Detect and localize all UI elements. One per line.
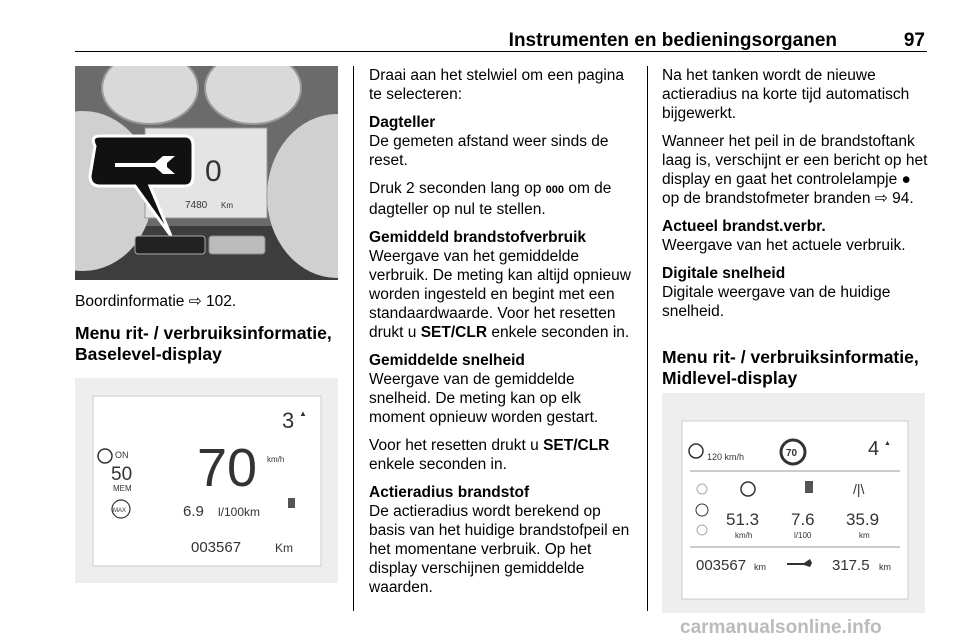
cruise-on-label: ON xyxy=(115,450,129,460)
max-label: MAX xyxy=(113,508,127,514)
gear-up-arrow-icon-mid: ▲ xyxy=(884,440,891,447)
speed-unit: km/h xyxy=(267,455,285,464)
trip-odometer-unit: Km xyxy=(221,201,233,210)
limit-speed: 120 km/h xyxy=(707,452,745,462)
instrument-cluster-photo xyxy=(75,66,338,280)
gemsnelheid-reset-paragraph: Voor het resetten drukt u SET/CLR enkele seconden in. xyxy=(369,437,610,473)
gemsnelheid-heading: Gemiddelde snelheid xyxy=(369,352,525,369)
warning-lamp-icon: ● xyxy=(901,171,911,188)
page-title: Instrumenten en bedieningsorganen xyxy=(508,30,837,51)
image-caption: Boordinformatie ⇨ 102. xyxy=(75,293,237,310)
page-number: 97 xyxy=(903,30,925,51)
speed-value: 70 xyxy=(197,438,258,498)
dagteller-reset-paragraph: Druk 2 seconden lang op 000 om de dagteller op nul te stellen. xyxy=(369,180,612,218)
avg-consumption-unit: l/100 xyxy=(794,531,812,540)
avg-speed-unit: km/h xyxy=(735,531,753,540)
low-fuel-paragraph: Wanneer het peil in de brandstoftank laag is, verschijnt er een bericht op het display en gaat het controlelampje ● op de brandstofmeter branden ⇨ 94. xyxy=(662,133,928,207)
consumption-unit: l/100km xyxy=(218,505,261,519)
odometer-value: 003567 xyxy=(191,539,242,556)
odometer-unit-mid: km xyxy=(754,562,766,572)
dagteller-section: Dagteller De gemeten afstand weer sinds de reset. xyxy=(369,113,637,170)
column-3-text xyxy=(662,66,928,330)
actueel-section: Actueel brandst.verbr. Weergave van het actuele verbruik. xyxy=(662,217,928,255)
page-header xyxy=(75,28,927,52)
set-speed: 50 xyxy=(111,464,133,485)
reference-arrow-icon: ⇨ xyxy=(874,190,888,207)
dagteller-heading: Dagteller xyxy=(369,114,436,131)
column-1-text xyxy=(75,292,338,320)
road-icon: /|\ xyxy=(853,481,865,497)
trip-value: 317.5 xyxy=(832,557,870,574)
speed-sign-value: 70 xyxy=(786,448,798,459)
gear-indicator-mid: 4 xyxy=(868,438,880,460)
actieradius-heading: Actieradius brandstof xyxy=(369,484,530,501)
midlevel-display-image xyxy=(662,393,925,613)
odometer-unit: Km xyxy=(275,541,293,555)
mem-label: MEM xyxy=(113,484,132,493)
gear-up-arrow-icon: ▲ xyxy=(299,409,307,418)
consumption-value: 6.9 xyxy=(183,503,204,520)
trip-odometer: 7480 xyxy=(185,200,208,211)
gemsnelheid-section: Gemiddelde snelheid Weergave van de gemiddelde snelheid. De meting kan op elk moment opnieuw worden gestart. xyxy=(369,351,637,427)
watermark: carmanualsonline.info xyxy=(680,617,882,638)
fuel-pump-icon xyxy=(288,498,295,508)
fuel-pump-icon-mid xyxy=(805,481,813,493)
range-unit: km xyxy=(859,531,870,540)
gemverbruik-section: Gemiddeld brandstofverbruik Weergave van het gemiddelde verbruik. De meting kan altijd opnieuw worden ingesteld en begint met een standaardwaarde. Voor het resetten drukt u SET/CLR enkele seconden in. xyxy=(369,228,637,342)
actieradius-section: Actieradius brandstof De actieradius wordt berekend op basis van het huidige brandstofpeil en het momentane verbruik. Op het display verschijnen gemiddelde waarden. xyxy=(369,483,637,597)
trip-digit: 0 xyxy=(205,155,222,188)
actueel-heading: Actueel brandst.verbr. xyxy=(662,218,826,235)
section-heading-midlevel: Menu rit- / verbruiksinformatie, Midlevel-display xyxy=(662,347,919,388)
avg-speed-value: 51.3 xyxy=(726,510,760,529)
reference-arrow-icon: ⇨ xyxy=(188,293,202,310)
range-value: 35.9 xyxy=(846,510,880,529)
gear-indicator: 3 xyxy=(282,408,295,433)
tanken-paragraph: Na het tanken wordt de nieuwe actieradius na korte tijd automatisch bijgewerkt. xyxy=(662,67,910,122)
column-2-text xyxy=(369,66,637,606)
column-divider-2 xyxy=(647,66,648,611)
intro-paragraph: Draai aan het stelwiel om een pagina te selecteren: xyxy=(369,67,625,103)
avg-consumption-value: 7.6 xyxy=(791,510,815,529)
digsnel-section: Digitale snelheid Digitale weergave van de huidige snelheid. xyxy=(662,264,928,321)
baselevel-display-image xyxy=(75,378,338,583)
gemverbruik-heading: Gemiddeld brandstofverbruik xyxy=(369,229,587,246)
reset-symbol: 000 xyxy=(545,184,565,196)
digsnel-heading: Digitale snelheid xyxy=(662,265,786,282)
section-heading-baselevel: Menu rit- / verbruiksinformatie, Baselevel-display xyxy=(75,323,332,364)
column-divider-1 xyxy=(353,66,354,611)
odometer-value-mid: 003567 xyxy=(696,557,747,574)
trip-unit: km xyxy=(879,562,891,572)
